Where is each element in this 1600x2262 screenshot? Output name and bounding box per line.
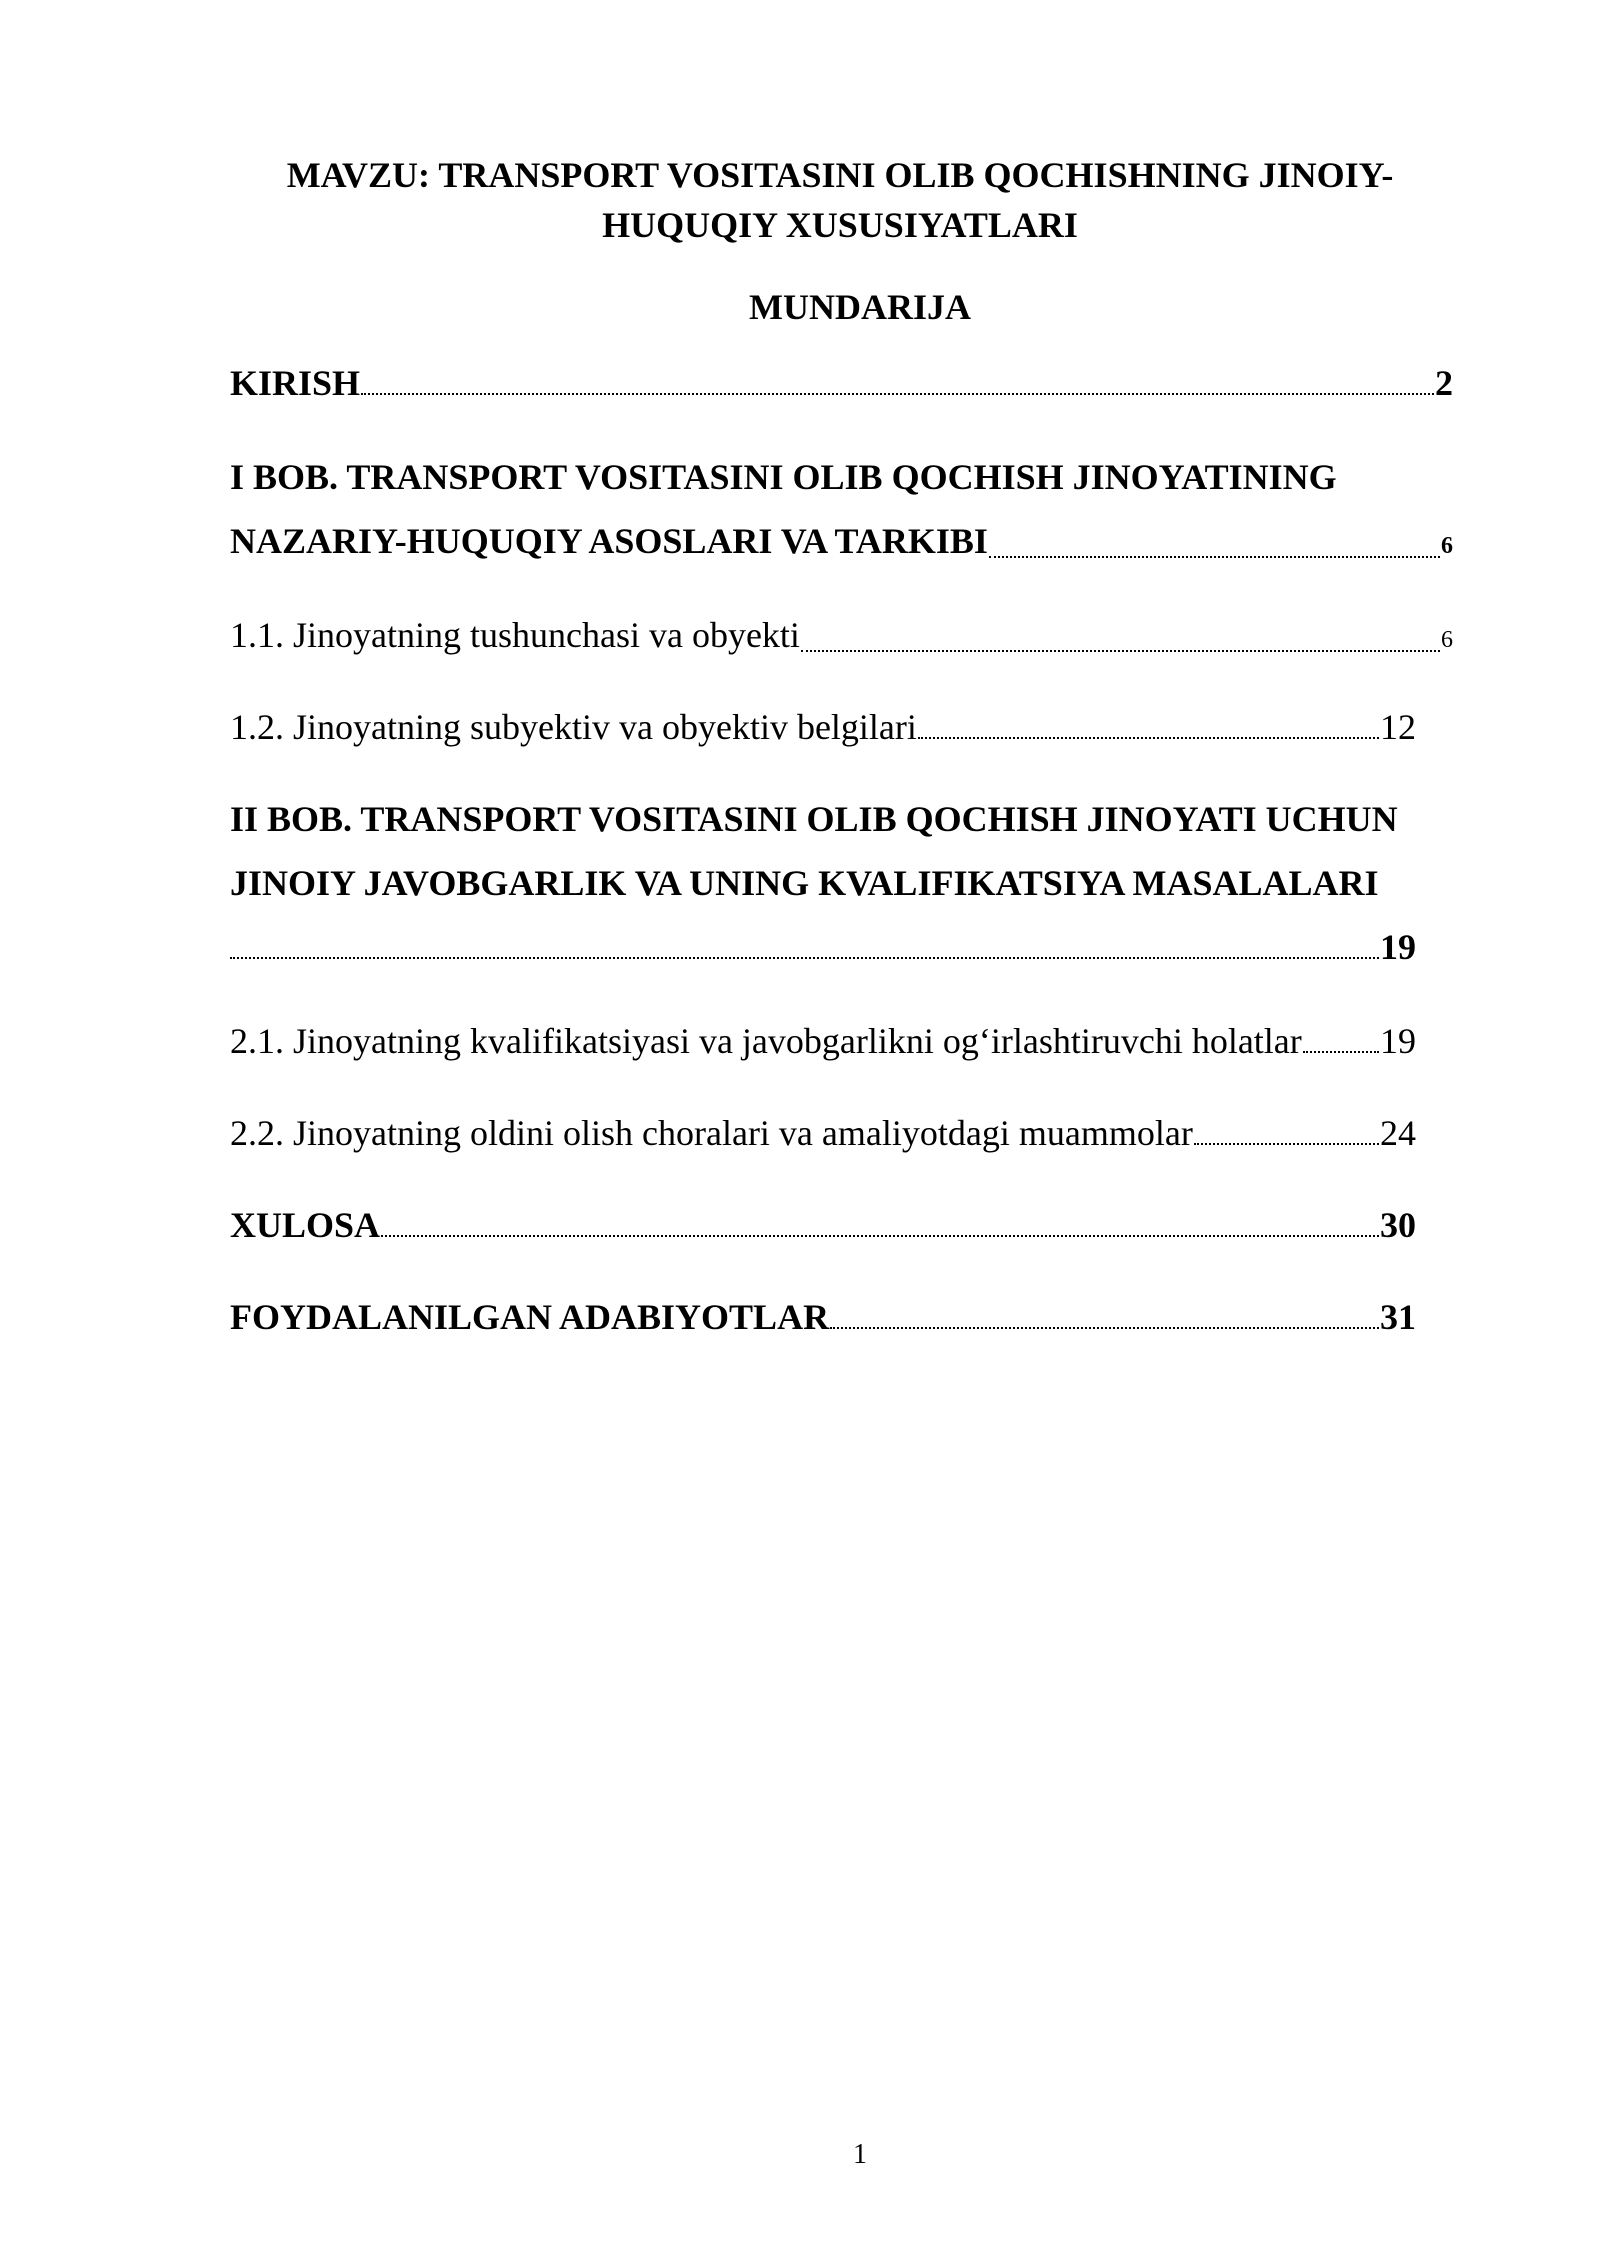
- toc-entry-text: 1.1. Jinoyatning tushunchasi va obyekti: [230, 615, 800, 655]
- toc-entry-xulosa: [230, 1200, 1416, 1250]
- toc-entry-page: 24: [1380, 1113, 1416, 1153]
- toc-leader-dots: [1194, 1143, 1379, 1145]
- toc-entry-page: 6: [1441, 533, 1453, 559]
- toc-entry-text: 2.2. Jinoyatning oldini olish choralari va amaliyotdagi muammolar: [230, 1113, 1193, 1153]
- title-line-1: MAVZU: TRANSPORT VOSITASINI OLIB QOCHISHNING JINOIY-: [286, 155, 1394, 195]
- toc-leader-dots: [830, 1327, 1379, 1329]
- toc-entry-1-1: [230, 610, 1453, 665]
- toc-entry-text: FOYDALANILGAN ADABIYOTLAR: [230, 1297, 830, 1337]
- toc-entry-2-1: [230, 1016, 1416, 1066]
- toc-entry-kirish: [230, 358, 1453, 408]
- toc-leader-dots: [989, 556, 1440, 558]
- toc-entry-text: 1.2. Jinoyatning subyektiv va obyektiv belgilari: [230, 707, 917, 747]
- toc-entry-page: 12: [1380, 707, 1416, 747]
- toc-entry-page: 19: [1380, 1021, 1416, 1061]
- toc-chapter2-line1: II BOB. TRANSPORT VOSITASINI OLIB QOCHISH JINOYATI UCHUN: [230, 799, 1398, 839]
- document-title: [240, 150, 1440, 250]
- toc-leader-dots: [361, 393, 1434, 395]
- toc-leader-dots: [230, 957, 1379, 959]
- toc-entry-page: 31: [1380, 1297, 1416, 1337]
- toc-entry-chapter2: [230, 922, 1416, 972]
- toc-entry-page: 6: [1441, 627, 1453, 653]
- toc-entry-2-2: [230, 1108, 1416, 1158]
- toc-chapter1-line1: I BOB. TRANSPORT VOSITASINI OLIB QOCHISH JINOYATINING: [230, 457, 1337, 497]
- toc-entry-chapter1: [230, 516, 1453, 571]
- toc-entry-adabiyotlar: [230, 1292, 1416, 1342]
- toc-entry-text: NAZARIY-HUQUQIY ASOSLARI VA TARKIBI: [230, 521, 988, 561]
- toc-entry-page: 19: [1380, 927, 1416, 967]
- toc-leader-dots: [381, 1235, 1379, 1237]
- title-line-2: HUQUQIY XUSUSIYATLARI: [602, 205, 1078, 245]
- page-number: 1: [853, 2139, 867, 2170]
- toc-entry-page: 2: [1435, 363, 1453, 403]
- toc-entry-1-2: [230, 702, 1416, 752]
- toc-heading: MUNDARIJA: [749, 287, 971, 327]
- toc-entry-text: XULOSA: [230, 1205, 381, 1245]
- toc-entry-text: 2.1. Jinoyatning kvalifikatsiyasi va javobgarlikni og‘irlashtiruvchi holatlar: [230, 1021, 1302, 1061]
- toc-chapter2-line2: JINOIY JAVOBGARLIK VA UNING KVALIFIKATSIYA MASALALARI: [230, 863, 1379, 903]
- toc-entry-page: 30: [1380, 1205, 1416, 1245]
- toc-leader-dots: [801, 650, 1440, 652]
- toc-entry-text: KIRISH: [230, 363, 361, 403]
- toc-leader-dots: [918, 737, 1379, 739]
- toc-leader-dots: [1303, 1051, 1379, 1053]
